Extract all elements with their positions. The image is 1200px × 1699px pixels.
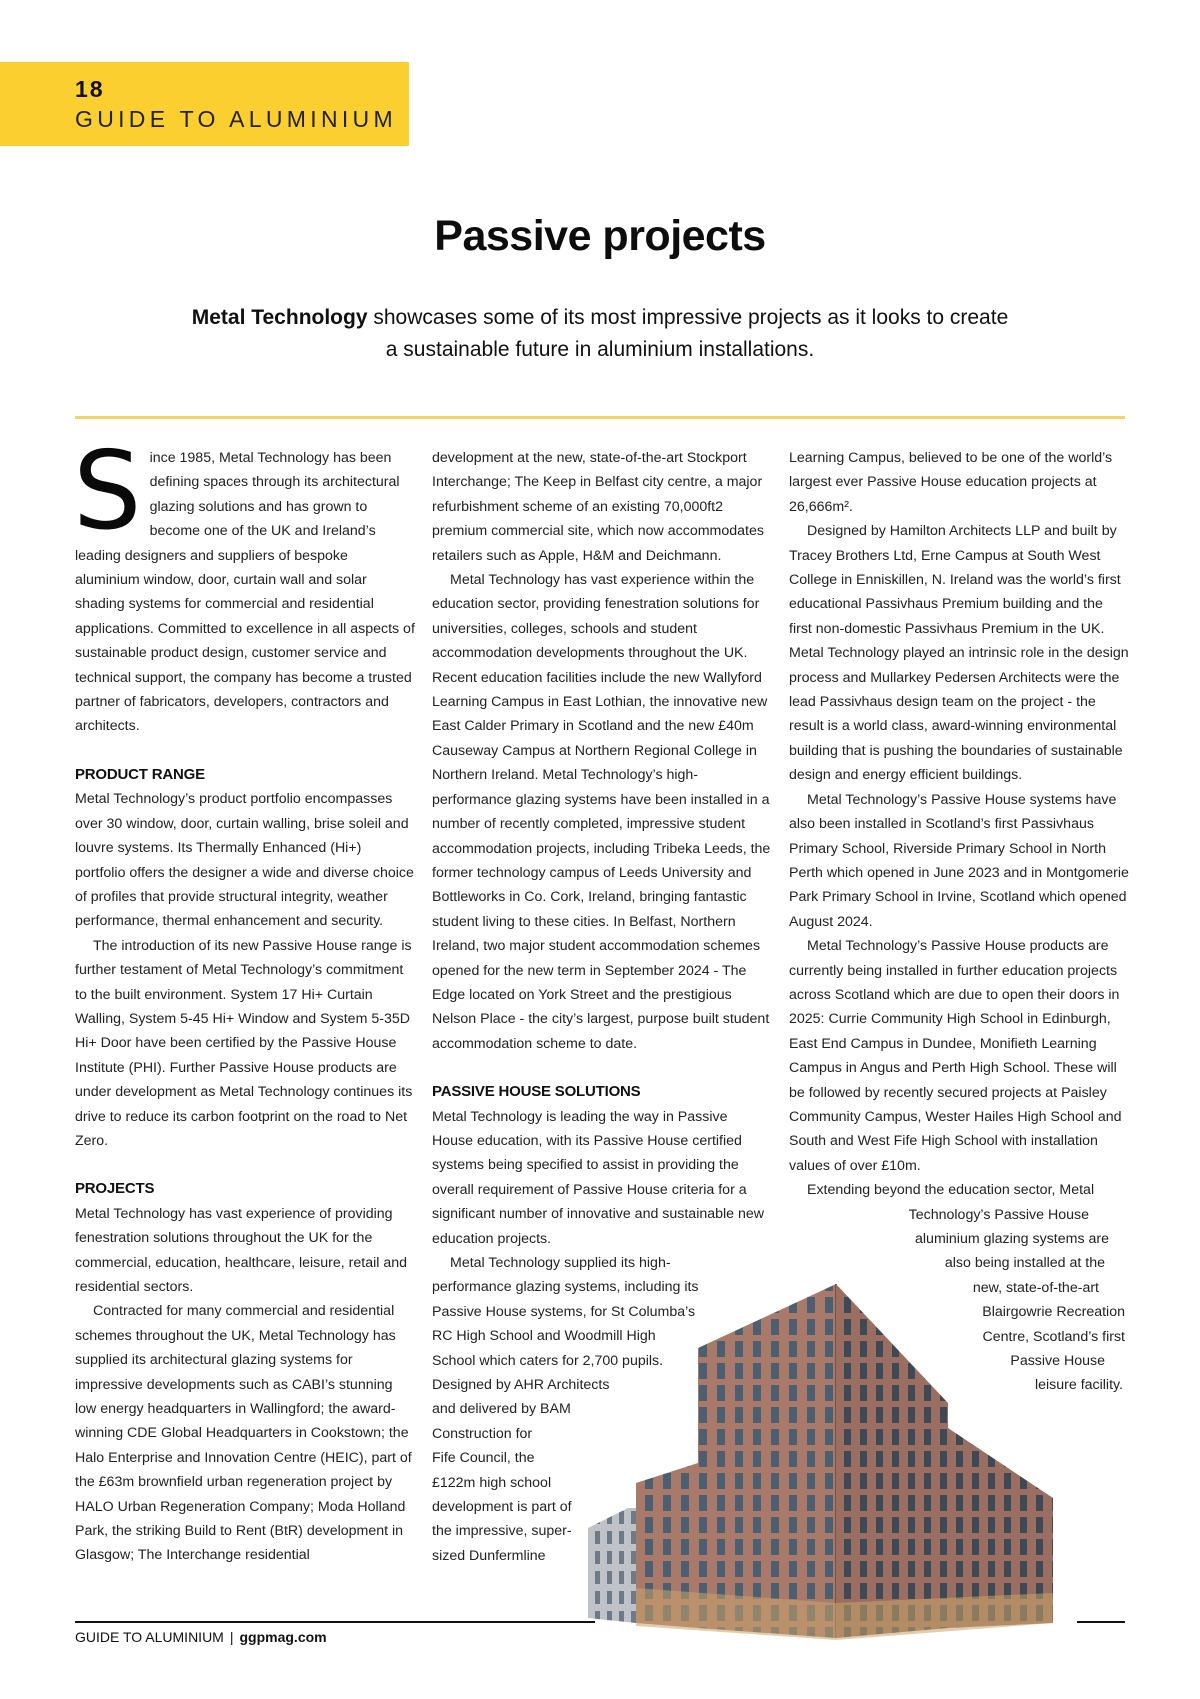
page-number: 18 (75, 76, 105, 102)
wrapped-line: sized Dunfermline (432, 1547, 546, 1564)
paragraph: Metal Technology’s Passive House products are currently being installed in further education projects across Scotland which are due to open their doors in 2025: Currie Community High School in Edinburgh, East End Campus in Dundee, Monifieth Learning Campus in Angus and Perth High School. These will be followed by recently secured projects at Paisley Community Campus, Wester Hailes High School and South and West Fife High School with installation values of over £10m. (789, 938, 1122, 1174)
paragraph: Designed by Hamilton Architects LLP and built by Tracey Brothers Ltd, Erne Campus at South West College in Enniskillen, N. Ireland was the world’s first educational Passivhaus Premium building and the first non-domestic Passivhaus Premium in the UK. Metal Technology played an intrinsic role in the design process and Mullarkey Pedersen Architects were the lead Passivhaus design team on the project - the result is a world class, award-winning environmental building that is pushing the boundaries of sustainable design and energy efficient buildings. (789, 523, 1129, 784)
header-band (0, 62, 409, 146)
intro-line: defining spaces through its architectural (149, 474, 400, 491)
wrapped-line: Fife Council, the (432, 1450, 535, 1467)
heading-passive-house-solutions: PASSIVE HOUSE SOLUTIONS (432, 1083, 641, 1101)
paragraph: Metal Technology’s product portfolio encompasses over 30 window, door, curtain walling, brise soleil and louvre systems. Its Thermally Enhanced (Hi+) portfolio offers the designer a wide and diverse choice of profiles that provide structural integrity, weather performance, thermal enhancement and security. (75, 791, 414, 930)
article-standfirst (190, 302, 1010, 366)
intro-line: glazing solutions and has grown to (149, 498, 368, 515)
wrapped-line: new, state-of-the-art (972, 1279, 1099, 1296)
section-title: GUIDE TO ALUMINIUM (75, 106, 397, 132)
intro-line: become one of the UK and Ireland’s (149, 523, 376, 540)
footer-rule (1077, 1621, 1125, 1623)
paragraph: The introduction of its new Passive House range is further testament of Metal Technology’s commitment to the built environment. System 17 Hi+ Curtain Walling, System 5-45 Hi+ Window and System 5-35D Hi+ Door have been certified by the Passive House Institute (PHI). Further Passive House products are under development as Metal Technology continues its drive to reduce its carbon footprint on the road to Net Zero. (75, 937, 413, 1149)
paragraph: Metal Technology is leading the way in Passive House education, with its Passive House certified systems being specified to assist in providing the overall requirement of Passive House criteria for a significant number of innovative and sustainable new education projects. (432, 1108, 765, 1247)
wrapped-line: leisure facility. (1034, 1377, 1123, 1394)
wrapped-line: Centre, Scotland’s first (982, 1328, 1125, 1345)
wrapped-line: Passive House systems, for St Columba’s (432, 1303, 696, 1320)
paragraph: Learning Campus, believed to be one of the world’s largest ever Passive House education projects at 26,666m². (789, 450, 1113, 515)
paragraph: Metal Technology has vast experience of providing fenestration solutions throughout the UK for the commercial, education, healthcare, leisure, retail and residential sectors. (75, 1205, 407, 1295)
wrapped-line: Designed by AHR Architects (432, 1377, 610, 1394)
wrapped-line: aluminium glazing systems are (915, 1231, 1109, 1247)
page-footer (75, 1629, 327, 1645)
wrapped-line: School which caters for 2,700 pupils. (432, 1352, 664, 1369)
article-headline: Passive projects (434, 212, 766, 260)
heading-projects: PROJECTS (75, 1180, 155, 1198)
wrapped-line: Metal Technology supplied its high- (450, 1255, 671, 1271)
standfirst-company: Metal Technology (191, 306, 368, 329)
intro-line: ince 1985, Metal Technology has been (149, 450, 392, 466)
wrapped-line: £122m high school (432, 1474, 552, 1491)
wrapped-line: performance glazing systems, including its (432, 1279, 699, 1296)
wrapped-line: Blairgowrie Recreation (982, 1304, 1125, 1321)
wrapped-line: RC High School and Woodmill High (432, 1328, 656, 1345)
wrapped-line: Extending beyond the education sector, Metal (807, 1182, 1095, 1199)
footer-website: ggpmag.com (239, 1629, 327, 1645)
paragraph: development at the new, state-of-the-art Stockport Interchange; The Keep in Belfast city centre, a major refurbishment scheme of an existing 70,000ft2 premium commercial site, which now accommodates retailers such as Apple, H&M and Deichmann. (432, 450, 764, 564)
wrapped-line: Construction for (432, 1425, 533, 1442)
wrapped-line: the impressive, super- (432, 1523, 572, 1540)
building-photo (568, 1228, 1088, 1648)
wrapped-line: development is part of (432, 1499, 572, 1516)
paragraph: Contracted for many commercial and residential schemes throughout the UK, Metal Technology has supplied its architectural glazing systems for impressive developments such as CABI’s stunning low energy headquarters in Wallingford; the award-winning CDE Global Headquarters in Cookstown; the Halo Enterprise and Innovation Centre (HEIC), part of the £63m brownfield urban regeneration project by HALO Urban Regeneration Company; Moda Holland Park, the striking Build to Rent (BtR) development in Glasgow; The Interchange residential (75, 1303, 412, 1564)
intro-paragraph: leading designers and suppliers of bespoke aluminium window, door, curtain wall and solar shading systems for commercial and residential applications. Committed to excellence in all aspects of sustainable product design, customer service and technical support, the company has become a trusted partner of fabricators, developers, contractors and architects. (75, 547, 415, 735)
paragraph: Metal Technology’s Passive House systems have also been installed in Scotland’s first Passivhaus Primary School, Riverside Primary School in North Perth which opened in June 2023 and in Montgomerie Park Primary School in Irvine, Scotland which opened August 2024. (789, 791, 1129, 930)
article-column-1 (73, 429, 415, 1568)
footer-rule (75, 1621, 595, 1623)
paragraph: Metal Technology has vast experience within the education sector, providing fenestration solutions for universities, colleges, schools and student accommodation developments throughout the UK. Recent education facilities include the new Wallyford Learning Campus in East Lothian, the innovative new East Calder Primary in Scotland and the new £40m Causeway Campus at Northern Regional College in Northern Ireland. Metal Technology’s high-performance glazing systems have been installed in a number of recently completed, impressive student accommodation projects, including Tribeka Leeds, the former technology campus of Leeds University and Bottleworks in Co. Cork, Ireland, bringing fantastic student living to these cities. In Belfast, Northern Ireland, two major student accommodation schemes opened for the new term in September 2024 - The Edge located on York Street and the prestigious Nelson Place - the city’s largest, purpose built student accommodation scheme to date. (432, 572, 771, 1052)
wrapped-line: Technology’s Passive House (908, 1206, 1089, 1223)
headline-divider (75, 416, 1125, 419)
wrapped-line: Passive House (1010, 1353, 1105, 1370)
drop-cap: S (73, 429, 142, 554)
footer-separator: | (229, 1629, 234, 1645)
heading-product-range: PRODUCT RANGE (75, 765, 205, 783)
standfirst-text: showcases some of its most impressive projects as it looks to create a sustainable future in aluminium installations. (367, 306, 1009, 361)
footer-publication: GUIDE TO ALUMINIUM (75, 1629, 224, 1645)
wrapped-line: also being installed at the (944, 1255, 1105, 1272)
wrapped-line: and delivered by BAM (432, 1401, 571, 1418)
